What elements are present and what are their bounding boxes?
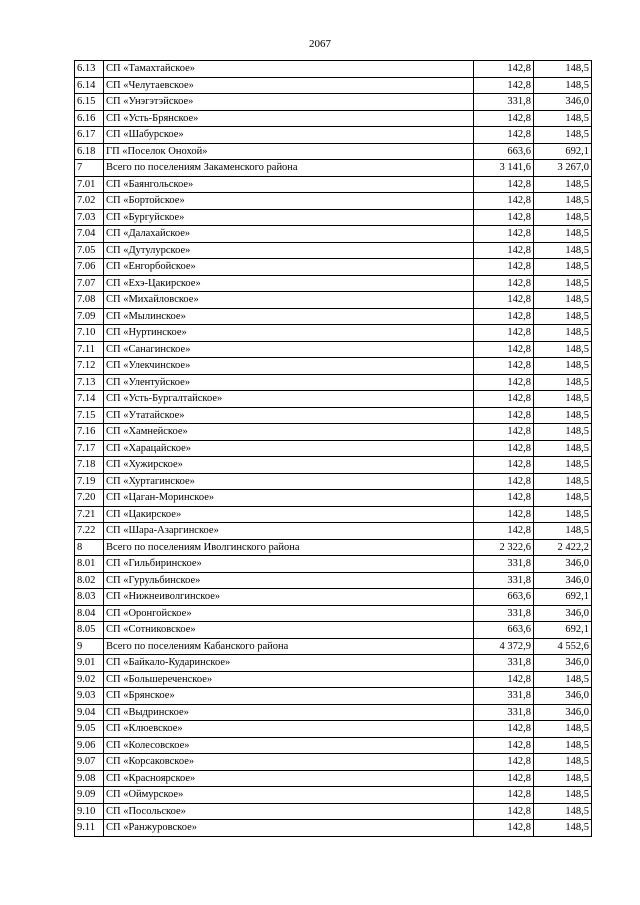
table-row [75,622,592,639]
row-value-1: 142,8 [474,374,534,391]
row-name: СП «Нуртинское» [104,325,474,342]
row-value-1: 142,8 [474,671,534,688]
row-value-1: 142,8 [474,242,534,259]
row-value-1: 142,8 [474,275,534,292]
row-value-1: 663,6 [474,143,534,160]
row-name: СП «Клюевское» [104,721,474,738]
row-name: СП «Утатайское» [104,407,474,424]
row-value-1: 331,8 [474,94,534,111]
row-code: 7.05 [75,242,104,259]
table-row [75,110,592,127]
table-row [75,589,592,606]
row-value-2: 148,5 [534,127,592,144]
row-value-2: 148,5 [534,770,592,787]
row-name: СП «Посольское» [104,803,474,820]
table-row [75,688,592,705]
table-row [75,391,592,408]
row-code: 9.10 [75,803,104,820]
row-value-2: 148,5 [534,325,592,342]
row-value-1: 3 141,6 [474,160,534,177]
row-code: 6.17 [75,127,104,144]
row-value-2: 148,5 [534,737,592,754]
row-value-1: 142,8 [474,440,534,457]
row-name: СП «Бортойское» [104,193,474,210]
table-row [75,605,592,622]
row-value-2: 148,5 [534,820,592,837]
table-row [75,374,592,391]
row-name: ГП «Поселок Онохой» [104,143,474,160]
row-name: СП «Оронгойское» [104,605,474,622]
table-row [75,292,592,309]
table-row [75,556,592,573]
row-value-1: 142,8 [474,490,534,507]
row-code: 6.14 [75,77,104,94]
table-row [75,308,592,325]
row-value-1: 4 372,9 [474,638,534,655]
row-name: СП «Санагинское» [104,341,474,358]
row-value-2: 148,5 [534,671,592,688]
table-row [75,325,592,342]
row-code: 8.02 [75,572,104,589]
row-code: 9.01 [75,655,104,672]
table-row [75,704,592,721]
row-name: СП «Тамахтайское» [104,61,474,78]
row-name: СП «Цакирское» [104,506,474,523]
row-value-1: 142,8 [474,127,534,144]
table-row [75,275,592,292]
row-value-1: 331,8 [474,688,534,705]
row-value-1: 142,8 [474,259,534,276]
table-row [75,341,592,358]
table-row [75,737,592,754]
row-value-2: 148,5 [534,754,592,771]
row-code: 7 [75,160,104,177]
row-value-2: 148,5 [534,358,592,375]
row-code: 8.01 [75,556,104,573]
row-value-1: 331,8 [474,605,534,622]
table-row [75,259,592,276]
row-value-2: 148,5 [534,77,592,94]
row-name: СП «Сотниковское» [104,622,474,639]
table-row [75,424,592,441]
row-value-2: 148,5 [534,226,592,243]
row-value-2: 148,5 [534,259,592,276]
row-value-1: 142,8 [474,325,534,342]
row-code: 9.03 [75,688,104,705]
row-value-1: 663,6 [474,589,534,606]
row-code: 9.06 [75,737,104,754]
row-code: 6.16 [75,110,104,127]
row-value-1: 142,8 [474,721,534,738]
row-code: 7.15 [75,407,104,424]
table-row [75,523,592,540]
row-value-1: 142,8 [474,820,534,837]
table-row [75,160,592,177]
row-value-1: 142,8 [474,473,534,490]
row-name: СП «Брянское» [104,688,474,705]
row-value-2: 692,1 [534,622,592,639]
table-row [75,820,592,837]
table-row [75,242,592,259]
row-value-1: 142,8 [474,341,534,358]
row-code: 7.01 [75,176,104,193]
row-code: 7.02 [75,193,104,210]
row-value-2: 148,5 [534,803,592,820]
row-value-1: 142,8 [474,754,534,771]
row-value-1: 142,8 [474,209,534,226]
row-value-2: 148,5 [534,275,592,292]
row-name: СП «Большереченское» [104,671,474,688]
row-value-2: 148,5 [534,292,592,309]
table-row [75,671,592,688]
row-code: 8.05 [75,622,104,639]
row-code: 7.11 [75,341,104,358]
row-value-2: 346,0 [534,94,592,111]
row-code: 7.20 [75,490,104,507]
row-value-2: 148,5 [534,209,592,226]
row-value-2: 148,5 [534,490,592,507]
row-value-1: 142,8 [474,506,534,523]
row-value-2: 148,5 [534,787,592,804]
row-value-1: 331,8 [474,572,534,589]
settlements-table [74,60,592,837]
row-code: 7.04 [75,226,104,243]
table-row [75,143,592,160]
row-value-2: 148,5 [534,374,592,391]
row-code: 8 [75,539,104,556]
row-name: СП «Нижнеиволгинское» [104,589,474,606]
row-name: СП «Дутулурское» [104,242,474,259]
row-code: 7.13 [75,374,104,391]
row-value-2: 148,5 [534,440,592,457]
row-value-2: 346,0 [534,688,592,705]
row-name: СП «Харацайское» [104,440,474,457]
table-row [75,226,592,243]
row-value-2: 148,5 [534,110,592,127]
row-name: Всего по поселениям Закаменского района [104,160,474,177]
row-code: 8.03 [75,589,104,606]
row-code: 7.08 [75,292,104,309]
table-row [75,787,592,804]
row-name: Всего по поселениям Иволгинского района [104,539,474,556]
row-name: СП «Далахайское» [104,226,474,243]
row-value-1: 142,8 [474,193,534,210]
row-value-2: 4 552,6 [534,638,592,655]
row-value-2: 346,0 [534,605,592,622]
table-row [75,655,592,672]
table-row [75,803,592,820]
row-code: 9 [75,638,104,655]
row-name: СП «Челутаевское» [104,77,474,94]
table-row [75,193,592,210]
table-row [75,176,592,193]
row-name: СП «Хамнейское» [104,424,474,441]
row-code: 7.09 [75,308,104,325]
row-code: 9.05 [75,721,104,738]
row-value-2: 692,1 [534,589,592,606]
row-value-1: 142,8 [474,292,534,309]
row-name: СП «Улекчинское» [104,358,474,375]
table-row [75,61,592,78]
row-code: 7.07 [75,275,104,292]
row-value-1: 331,8 [474,704,534,721]
row-value-1: 331,8 [474,556,534,573]
row-value-1: 142,8 [474,523,534,540]
row-value-2: 346,0 [534,655,592,672]
row-name: СП «Байкало-Кударинское» [104,655,474,672]
table-body [75,61,592,837]
row-value-2: 148,5 [534,523,592,540]
table-row [75,407,592,424]
table-row [75,127,592,144]
row-code: 9.02 [75,671,104,688]
row-code: 9.07 [75,754,104,771]
row-value-2: 2 422,2 [534,539,592,556]
row-name: СП «Унэгэтэйское» [104,94,474,111]
row-value-1: 142,8 [474,77,534,94]
row-code: 7.22 [75,523,104,540]
row-value-2: 692,1 [534,143,592,160]
row-name: СП «Колесовское» [104,737,474,754]
row-name: СП «Шабурское» [104,127,474,144]
table-row [75,473,592,490]
row-name: СП «Хуртагинское» [104,473,474,490]
row-name: Всего по поселениям Кабанского района [104,638,474,655]
row-value-2: 346,0 [534,704,592,721]
row-name: СП «Хужирское» [104,457,474,474]
table-row [75,94,592,111]
row-value-1: 142,8 [474,770,534,787]
row-value-1: 142,8 [474,424,534,441]
table-row [75,754,592,771]
row-code: 7.19 [75,473,104,490]
row-value-1: 142,8 [474,358,534,375]
row-value-2: 346,0 [534,572,592,589]
row-value-2: 148,5 [534,721,592,738]
table-row [75,490,592,507]
table-row [75,770,592,787]
row-code: 9.08 [75,770,104,787]
row-value-2: 346,0 [534,556,592,573]
row-value-1: 142,8 [474,176,534,193]
row-value-1: 142,8 [474,457,534,474]
table-row [75,506,592,523]
row-name: СП «Выдринское» [104,704,474,721]
row-value-1: 663,6 [474,622,534,639]
row-code: 6.15 [75,94,104,111]
row-name: СП «Ранжуровское» [104,820,474,837]
row-value-2: 148,5 [534,391,592,408]
row-value-2: 148,5 [534,193,592,210]
row-code: 7.12 [75,358,104,375]
row-name: СП «Улентуйское» [104,374,474,391]
row-value-2: 3 267,0 [534,160,592,177]
row-code: 9.04 [75,704,104,721]
row-name: СП «Красноярское» [104,770,474,787]
row-value-1: 142,8 [474,226,534,243]
table-row [75,457,592,474]
row-name: СП «Усть-Бургалтайское» [104,391,474,408]
row-value-1: 142,8 [474,803,534,820]
row-value-2: 148,5 [534,506,592,523]
row-name: СП «Бургуйское» [104,209,474,226]
row-code: 9.09 [75,787,104,804]
row-code: 7.16 [75,424,104,441]
row-value-1: 142,8 [474,391,534,408]
row-value-2: 148,5 [534,176,592,193]
row-code: 7.06 [75,259,104,276]
row-name: СП «Енгорбойское» [104,259,474,276]
row-value-2: 148,5 [534,473,592,490]
table-row [75,539,592,556]
row-name: СП «Оймурское» [104,787,474,804]
row-value-2: 148,5 [534,242,592,259]
row-name: СП «Шара-Азаргинское» [104,523,474,540]
table-row [75,77,592,94]
table-row [75,638,592,655]
table-row [75,358,592,375]
row-name: СП «Баянгольское» [104,176,474,193]
row-code: 7.14 [75,391,104,408]
row-name: СП «Гурульбинское» [104,572,474,589]
row-code: 7.17 [75,440,104,457]
row-value-2: 148,5 [534,308,592,325]
row-name: СП «Мылинское» [104,308,474,325]
row-name: СП «Ехэ-Цакирское» [104,275,474,292]
row-code: 9.11 [75,820,104,837]
row-code: 6.18 [75,143,104,160]
row-code: 6.13 [75,61,104,78]
row-code: 7.18 [75,457,104,474]
row-value-2: 148,5 [534,457,592,474]
row-value-1: 142,8 [474,407,534,424]
row-value-1: 331,8 [474,655,534,672]
row-value-1: 142,8 [474,61,534,78]
row-value-1: 142,8 [474,737,534,754]
row-name: СП «Гильбиринское» [104,556,474,573]
table-row [75,440,592,457]
page-number: 2067 [309,38,331,50]
row-name: СП «Усть-Брянское» [104,110,474,127]
row-code: 7.03 [75,209,104,226]
row-value-1: 2 322,6 [474,539,534,556]
row-code: 8.04 [75,605,104,622]
row-value-1: 142,8 [474,110,534,127]
row-value-2: 148,5 [534,407,592,424]
row-value-1: 142,8 [474,787,534,804]
row-code: 7.21 [75,506,104,523]
row-code: 7.10 [75,325,104,342]
row-name: СП «Корсаковское» [104,754,474,771]
row-value-2: 148,5 [534,341,592,358]
row-name: СП «Михайловское» [104,292,474,309]
row-value-2: 148,5 [534,424,592,441]
table-row [75,209,592,226]
table-row [75,721,592,738]
table-row [75,572,592,589]
row-name: СП «Цаган-Моринское» [104,490,474,507]
row-value-1: 142,8 [474,308,534,325]
row-value-2: 148,5 [534,61,592,78]
